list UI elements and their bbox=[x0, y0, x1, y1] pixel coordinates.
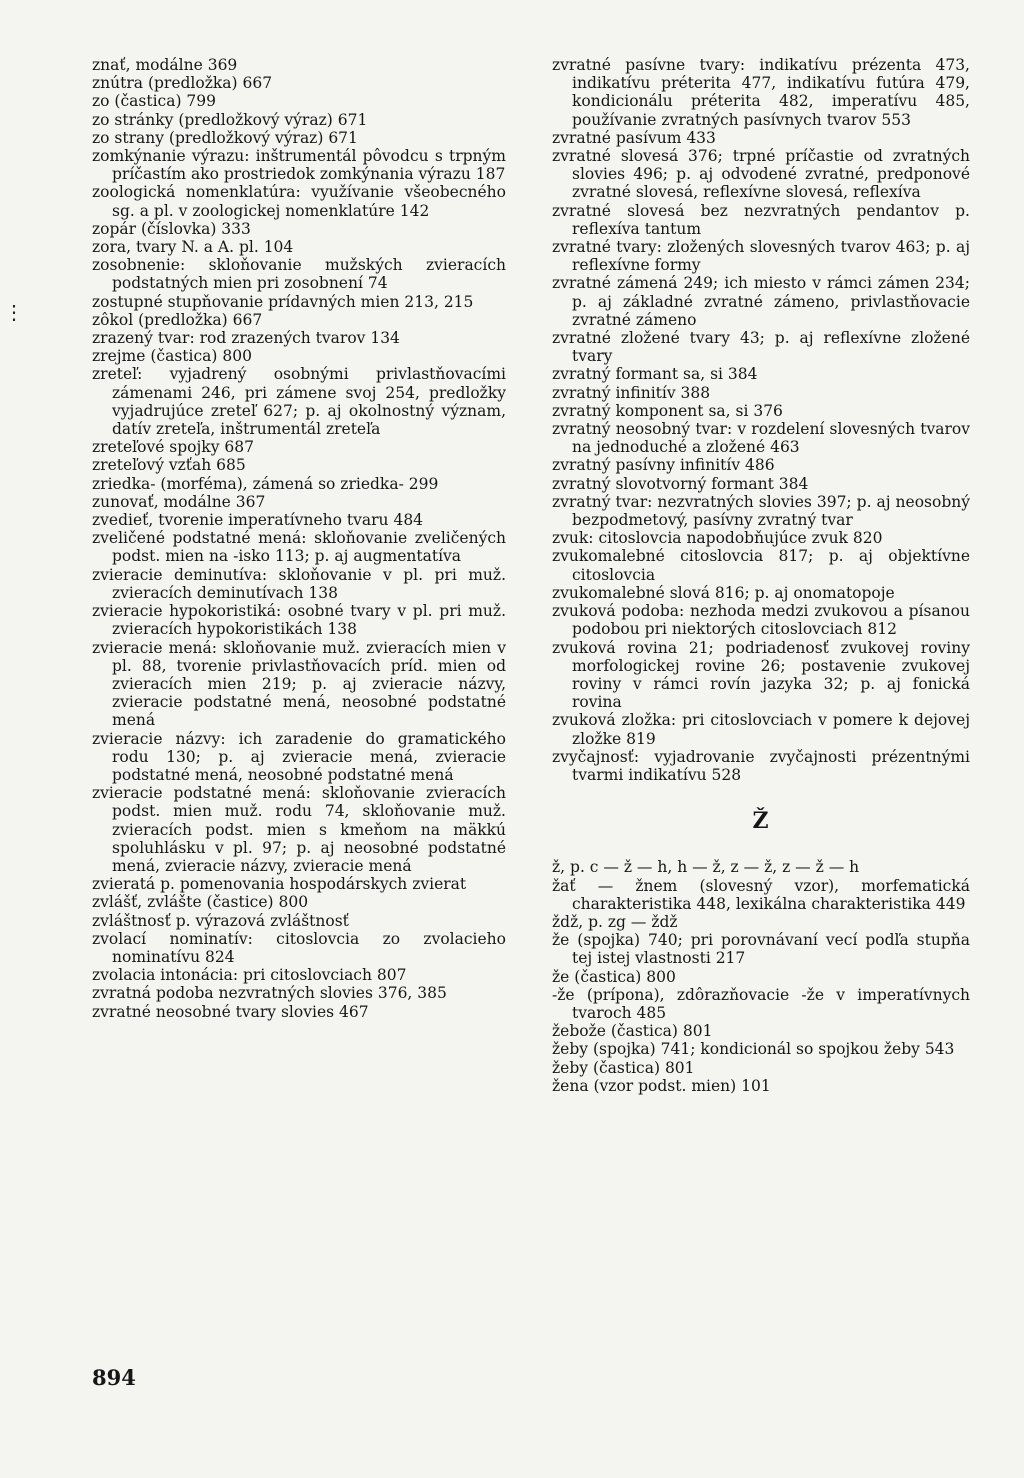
index-entry: zvratný slovotvorný formant 384 bbox=[552, 474, 809, 493]
index-entry: zvieracie mená: skloňovanie muž. zvieracích mien v pl. 88, tvorenie privlastňovacích príd. mien od zvieracích mien 219; p. aj zvieracie názvy, zvieracie podstatné mená, neosobné podstatné mená bbox=[92, 638, 506, 730]
index-entry: zôkol (predložka) 667 bbox=[92, 310, 263, 329]
index-entry: zvratné slovesá 376; trpné príčastie od zvratných slovies 496; p. aj odvodené zvratné, predponové zvratné slovesá, reflexívne slovesá, reflexíva bbox=[552, 147, 970, 202]
margin-mark: ⋮ bbox=[4, 300, 24, 324]
index-entry: zvukomalebné slová 816; p. aj onomatopoje bbox=[552, 583, 895, 602]
index-entry: zo (častica) 799 bbox=[92, 92, 217, 111]
index-entry: zoologická nomenklatúra: využívanie všeobecného sg. a pl. v zoologickej nomenklatúre 142 bbox=[92, 183, 506, 220]
index-entry: zvuková rovina 21; podriadenosť zvukovej roviny morfologickej rovine 26; postavenie zvukovej roviny v rámci rovín jazyka 32; p. aj fonická rovina bbox=[552, 638, 970, 712]
index-entry: zvláštnosť p. výrazová zvláštnosť bbox=[92, 911, 349, 930]
index-entry: znať, modálne 369 bbox=[92, 56, 238, 74]
index-entry: zvieracie podstatné mená: skloňovanie zvieracích podst. mien muž. rodu 74, skloňovanie muž. zvieracích podst. mien s kmeňom na mäkkú spoluhlásku v pl. 97; p. aj neosobné podstatné mená, zvieracie názvy, zvieracie mená bbox=[92, 784, 506, 875]
index-entry: zvedieť, tvorenie imperatívneho tvaru 484 bbox=[92, 511, 424, 530]
index-entry: zora, tvary N. a A. pl. 104 bbox=[92, 238, 294, 257]
index-entry: zvratné slovesá bez nezvratných pendantov p. reflexíva tantum bbox=[552, 201, 970, 238]
index-entry: ž, p. c — ž — h, h — ž, z — ž, z — ž — h bbox=[552, 858, 860, 877]
index-entry: zvlášť, zvlášte (častice) 800 bbox=[92, 893, 309, 912]
index-entry: zosobnenie: skloňovanie mužských zvieracích podstatných mien pri zosobnení 74 bbox=[92, 256, 506, 293]
index-entry: žena (vzor podst. mien) 101 bbox=[552, 1076, 771, 1095]
index-entry: zvukomalebné citoslovcia 817; p. aj objektívne citoslovcia bbox=[552, 547, 970, 584]
index-entry: -že (prípona), zdôrazňovacie -že v imperatívnych tvaroch 485 bbox=[552, 985, 970, 1022]
index-entry: zvratné tvary: zložených slovesných tvarov 463; p. aj reflexívne formy bbox=[552, 238, 970, 275]
index-entry: zrazený tvar: rod zrazených tvarov 134 bbox=[92, 329, 400, 348]
section-heading: Ž bbox=[752, 808, 770, 835]
index-entry: žať — žnem (slovesný vzor), morfematická charakteristika 448, lexikálna charakteristika 449 bbox=[552, 876, 970, 913]
index-entry: zostupné stupňovanie prídavných mien 213, 215 bbox=[92, 292, 474, 311]
right-column-entries-zh bbox=[552, 858, 970, 1095]
index-entry: znútra (predložka) 667 bbox=[92, 74, 273, 93]
index-entry: zvratná podoba nezvratných slovies 376, 385 bbox=[92, 984, 447, 1003]
index-entry: zvuková zložka: pri citoslovciach v pomere k dejovej zložke 819 bbox=[552, 711, 970, 748]
index-entry: zvratné zložené tvary 43; p. aj reflexívne zložené tvary bbox=[552, 329, 970, 366]
index-entry: že (spojka) 740; pri porovnávaní vecí podľa stupňa tej istej vlastnosti 217 bbox=[552, 931, 970, 968]
index-entry: zvratný formant sa, si 384 bbox=[552, 365, 758, 384]
index-entry: žeby (spojka) 741; kondicionál so spojkou žeby 543 bbox=[552, 1040, 955, 1059]
index-entry: zvratný infinitív 388 bbox=[552, 383, 711, 402]
index-entry: zvolacia intonácia: pri citoslovciach 807 bbox=[92, 966, 407, 985]
index-entry: zvieracie deminutíva: skloňovanie v pl. pri muž. zvieracích deminutívach 138 bbox=[92, 565, 506, 602]
index-entry: zvratné neosobné tvary slovies 467 bbox=[92, 1002, 369, 1021]
index-entry: zomkýnanie výrazu: inštrumentál pôvodcu s trpným príčastím ako prostriedok zomkýnania výrazu 187 bbox=[92, 147, 506, 184]
index-entry: zvratné zámená 249; ich miesto v rámci zámen 234; p. aj základné zvratné zámeno, privlastňovacie zvratné zámeno bbox=[552, 274, 970, 329]
index-entry: zreteľ: vyjadrený osobnými privlastňovacími zámenami 246, pri zámene svoj 254, predložky vyjadrujúce zreteľ 627; p. aj okolnostný význam, datív zreteľa, inštrumentál zreteľa bbox=[92, 365, 506, 439]
index-entry: zo stránky (predložkový výraz) 671 bbox=[92, 110, 368, 129]
index-entry: ždž, p. zg — ždž bbox=[552, 912, 678, 931]
index-entry: zvratný neosobný tvar: v rozdelení slovesných tvarov na jednoduché a zložené 463 bbox=[552, 420, 970, 457]
index-entry: zvolací nominatív: citoslovcia zo zvolacieho nominatívu 824 bbox=[92, 929, 506, 966]
index-entry: zvyčajnosť: vyjadrovanie zvyčajnosti prézentnými tvarmi indikatívu 528 bbox=[552, 747, 970, 784]
index-entry: zveličené podstatné mená: skloňovanie zveličených podst. mien na -isko 113; p. aj augmentatíva bbox=[92, 529, 506, 566]
index-entry: zvuková podoba: nezhoda medzi zvukovou a písanou podobou pri niektorých citoslovciach 812 bbox=[552, 602, 970, 639]
index-entry: zvuk: citoslovcia napodobňujúce zvuk 820 bbox=[552, 529, 883, 548]
page-number: 894 bbox=[92, 1365, 136, 1390]
index-entry: zvieratá p. pomenovania hospodárskych zvierat bbox=[92, 875, 467, 894]
index-entry: zopár (číslovka) 333 bbox=[92, 219, 251, 238]
index-entry: zunovať, modálne 367 bbox=[92, 492, 266, 511]
index-entry: zreteľové spojky 687 bbox=[92, 438, 254, 457]
index-entry: že (častica) 800 bbox=[552, 967, 676, 986]
index-entry: zvratný komponent sa, si 376 bbox=[552, 401, 783, 420]
index-entry: zvratný tvar: nezvratných slovies 397; p. aj neosobný bezpodmetový, pasívny zvratný tvar bbox=[552, 492, 970, 530]
index-entry: zvieracie hypokoristiká: osobné tvary v pl. pri muž. zvieracích hypokoristikách 138 bbox=[92, 602, 506, 639]
index-entry: zrejme (častica) 800 bbox=[92, 347, 252, 366]
index-entry: žebože (častica) 801 bbox=[552, 1022, 713, 1041]
left-index-column bbox=[92, 56, 506, 1021]
right-index-column bbox=[552, 56, 970, 1095]
index-entry: zvratný pasívny infinitív 486 bbox=[552, 456, 775, 475]
index-entry: zvratné pasívum 433 bbox=[552, 128, 716, 147]
index-entry: zvieracie názvy: ich zaradenie do gramatického rodu 130; p. aj zvieracie mená, zvieracie podstatné mená, neosobné podstatné mená bbox=[92, 729, 506, 784]
index-entry: žeby (častica) 801 bbox=[552, 1058, 695, 1077]
index-entry: zo strany (predložkový výraz) 671 bbox=[92, 128, 358, 147]
index-entry: zvratné pasívne tvary: indikatívu prézenta 473, indikatívu préterita 477, indikatívu futúra 479, kondicionálu préterita 482, imperatívu 485, používanie zvratných pasívnych tvarov 553 bbox=[552, 56, 970, 129]
index-entry: zriedka- (morféma), zámená so zriedka- 299 bbox=[92, 474, 439, 493]
right-column-entries-z bbox=[552, 56, 970, 784]
index-entry: zreteľový vzťah 685 bbox=[92, 456, 246, 475]
